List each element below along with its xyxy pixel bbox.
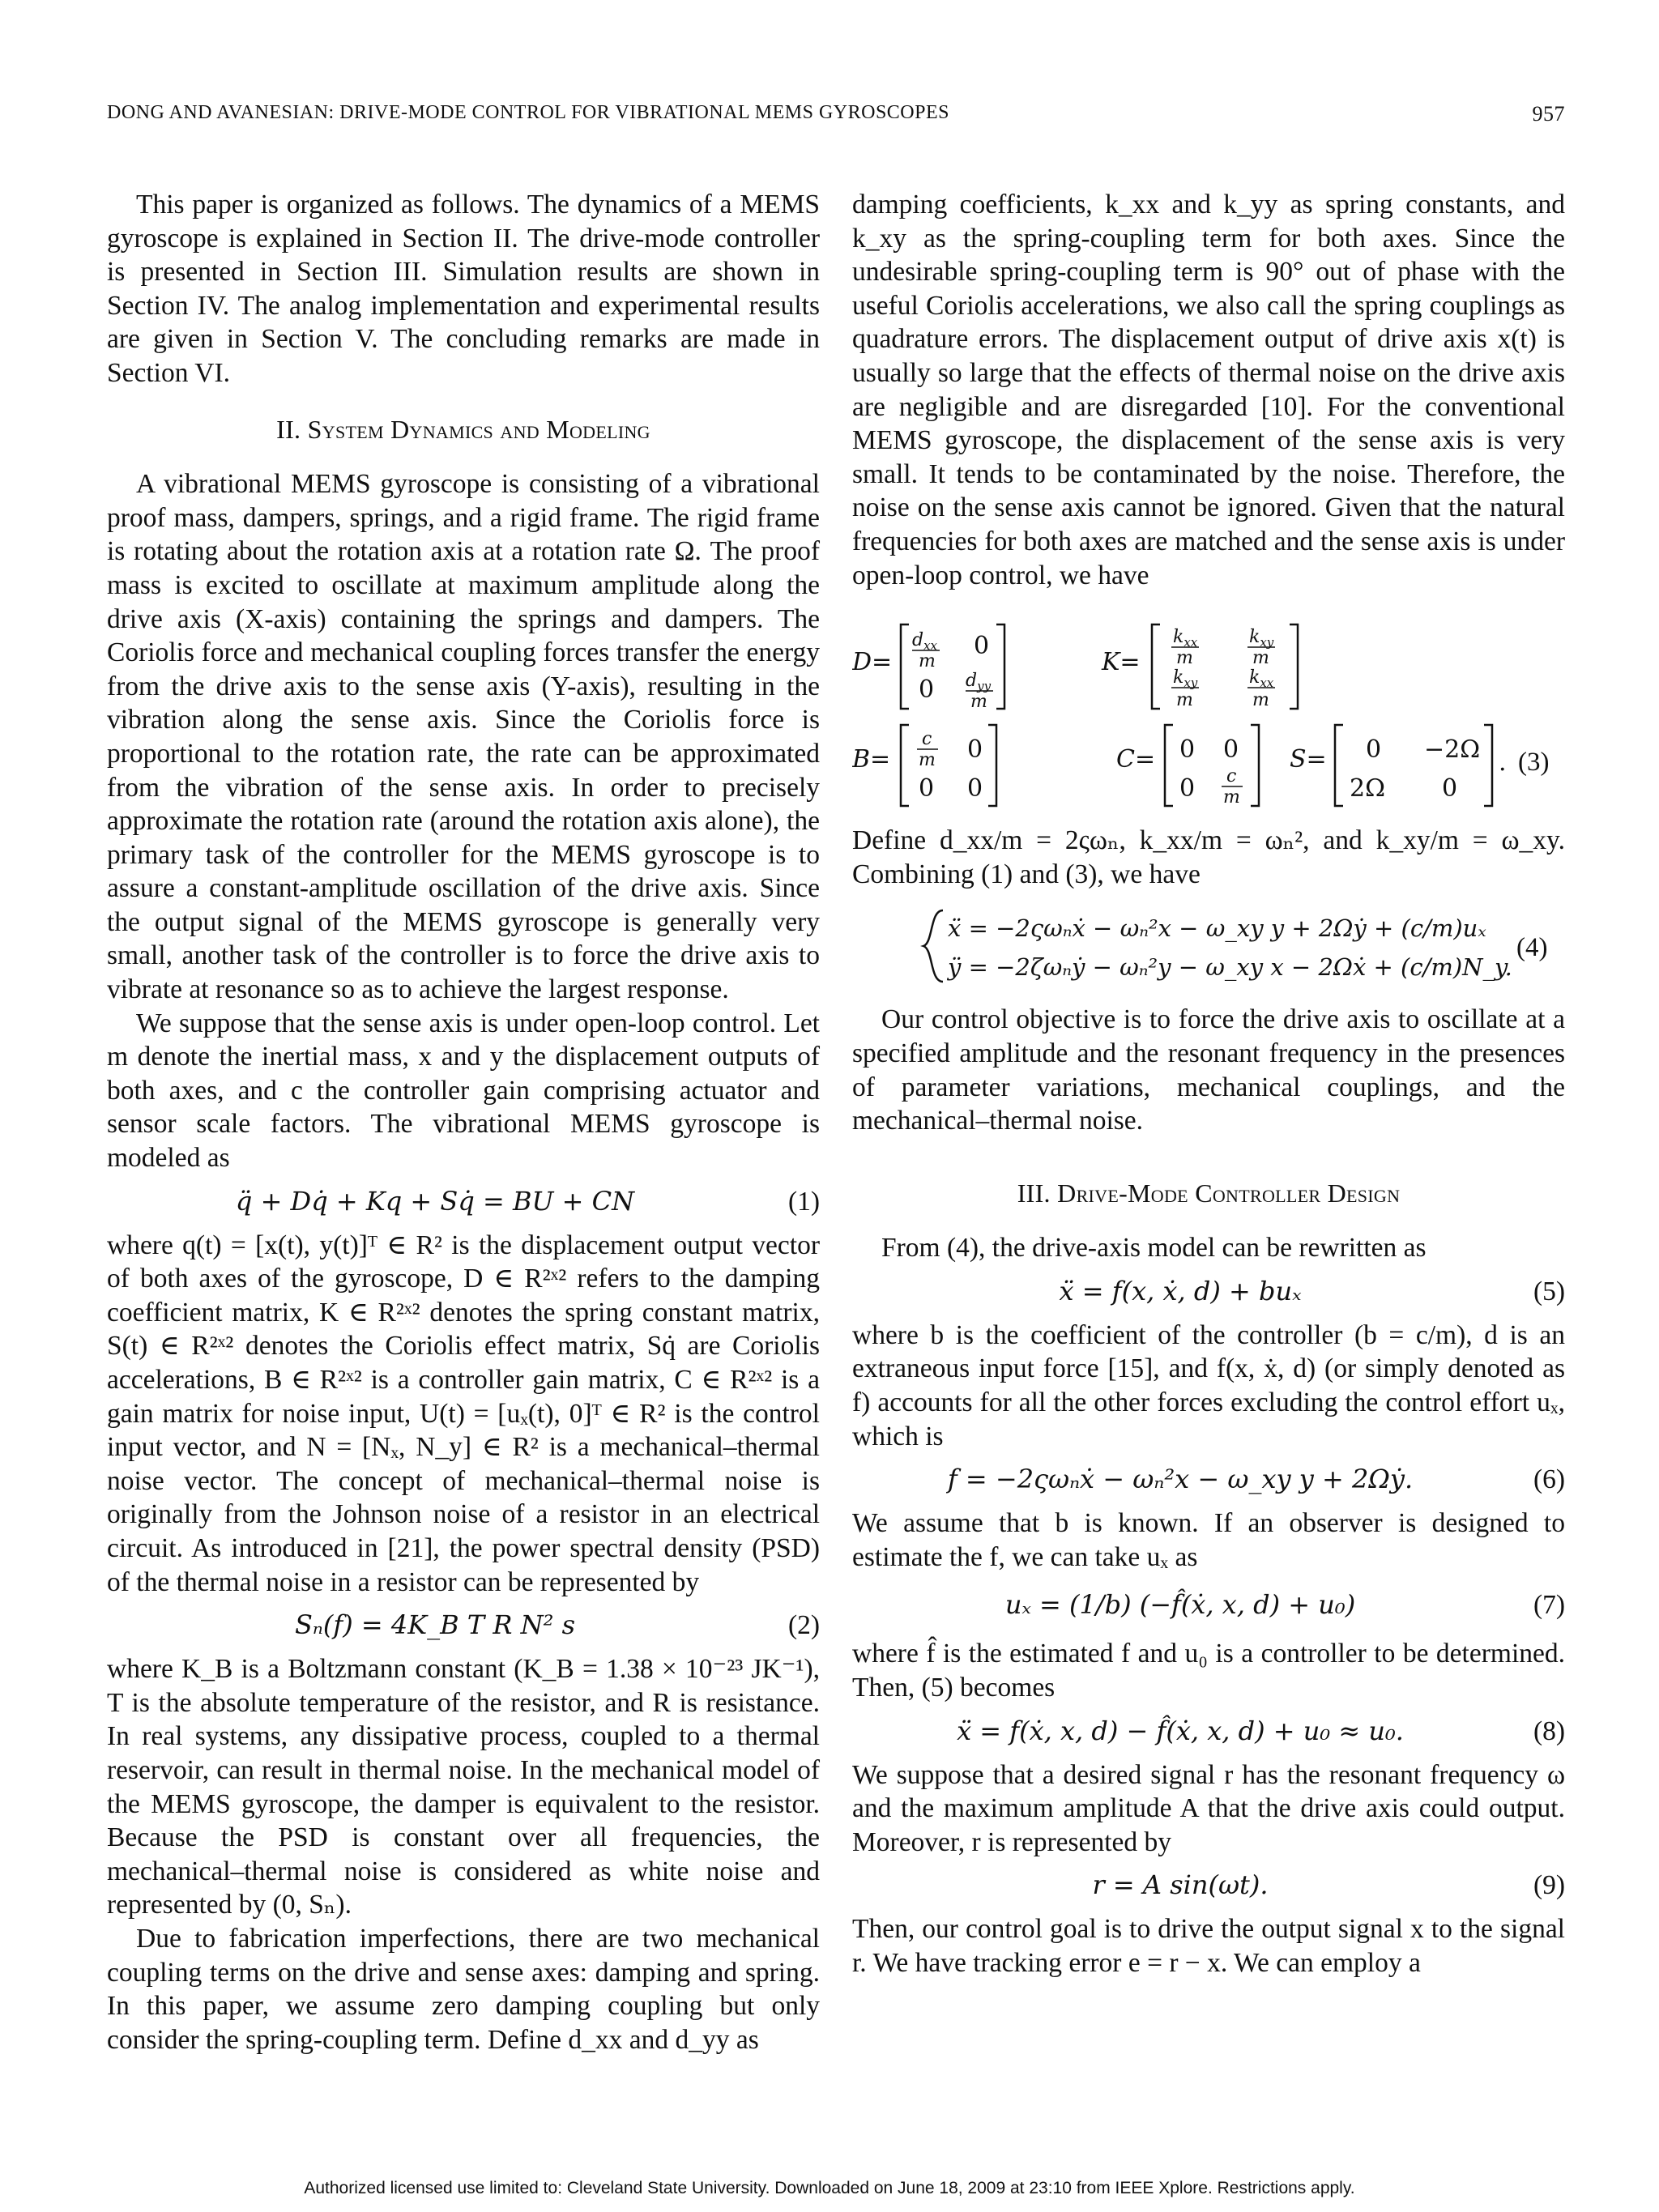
- left-column: [107, 188, 820, 2132]
- matrix-B-b22: 0: [967, 774, 983, 803]
- equation-4-line-2: ÿ = −2ζωₙẏ − ωₙ²y − ω_xy x − 2Ωẋ + (c/m)N_y.: [948, 953, 1512, 982]
- footer-license: Authorized licensed use limited to: Cleveland State University. Downloaded on June 18, 2009 at 23:10 from IEEE Xplore. Restrictions apply.: [304, 2179, 1355, 2197]
- paragraph-open-loop: We suppose that the sense axis is under open-loop control. Let m denote the inertial mass, x and y the displacement outputs of both axes, and c the controller gain comprising actuator and sensor scale factors. The vibrational MEMS gyroscope is modeled as: [107, 1008, 820, 1174]
- matrix-D-d11-den: m: [919, 651, 936, 672]
- paragraph-damping: damping coefficients, k_xx and k_yy as spring constants, and k_xy as the spring-coupling term for both axes. Since the undesirable spring-coupling term is 90° out of phase with the useful Coriolis accelerations, we also call the spring couplings as quadrature errors. The displacement output of drive axis x(t) is usually so large that the effects of thermal noise on the drive axis are negligible and are disregarded [10]. For the conventional MEMS gyroscope, the displacement of the sense axis is very small. It tends to be contaminated by the noise. Therefore, the noise on the sense axis cannot be ignored. Given that the natural frequencies for both axes are matched and the sense axis is under open-loop control, we have: [852, 190, 1565, 590]
- matrix-D-d12: 0: [974, 632, 990, 661]
- matrix-B-b12: 0: [967, 735, 983, 765]
- equation-1-number: (1): [787, 1186, 820, 1217]
- equation-7: [852, 1577, 1565, 1634]
- matrix-C-c22-den: m: [1223, 787, 1240, 808]
- paragraph-objective: Our control objective is to force the drive axis to oscillate at a specified amplitude and the resonant frequency in the presences of parameter variations, mechanical couplings, and the mechanical–thermal noise.: [852, 1004, 1565, 1136]
- matrix-B-label: B=: [852, 745, 891, 774]
- equation-3-number: (3): [1518, 748, 1550, 778]
- matrix-C-c22-num: c: [1226, 766, 1237, 787]
- matrix-S-s21: 2Ω: [1350, 774, 1385, 803]
- matrix-C-c21: 0: [1179, 774, 1196, 803]
- matrix-D-d22-num: $d_{yy}$: [966, 671, 992, 694]
- equation-8-number: (8): [1533, 1715, 1565, 1746]
- matrix-D-d22-den: m: [970, 692, 987, 713]
- matrix-K-k22-den: m: [1252, 690, 1269, 711]
- section-heading-3-text: III. Drive-Mode Controller Design: [1017, 1178, 1401, 1208]
- paragraph-desired: We suppose that a desired signal r has the resonant frequency ω and the maximum amplitude A that the drive axis could output. Moreover, r is represented by: [852, 1759, 1565, 1857]
- matrix-C-c12: 0: [1223, 735, 1239, 765]
- paragraph-assume: We assume that b is known. If an observer is designed to estimate the f, we can take uₓ as: [852, 1508, 1565, 1572]
- matrix-D-label: D=: [852, 648, 893, 677]
- section-heading-3: [852, 1177, 1565, 1211]
- equation-4-line-1: ẍ = −2ςωₙẋ − ωₙ²x − ω_xy y + 2Ωẏ + (c/m)uₓ: [948, 914, 1486, 943]
- paragraph-where-2: where K_B is a Boltzmann constant (K_B = 1.38 × 10⁻²³ JK⁻¹), T is the absolute temperature of the resistor, and R is resistance. In real systems, any dissipative process, coupled to a thermal reservoir, can result in thermal noise. In the mechanical model of the MEMS gyroscope, the damper is equivalent to the resistor. Because the PSD is constant over all frequencies, the mechanical–thermal noise is considered as white noise and represented by (0, Sₙ).: [107, 1654, 820, 1920]
- matrix-S-s12: −2Ω: [1424, 735, 1481, 765]
- right-column: [852, 188, 1565, 2132]
- equation-4-brace: [923, 910, 943, 982]
- equation-9-body: r = A sin(ωt).: [1092, 1869, 1269, 1901]
- equation-5-body: ẍ = f(x, ẋ, d) + buₓ: [1059, 1275, 1302, 1306]
- equation-2-body: Sₙ(f) = 4K_B T R N² s: [294, 1609, 575, 1641]
- equation-4-number: (4): [1516, 933, 1548, 963]
- matrix-K-label: K=: [1102, 648, 1141, 677]
- equation-6-number: (6): [1533, 1464, 1565, 1495]
- equation-3-matrices: [852, 608, 1565, 811]
- equation-6: [852, 1456, 1565, 1503]
- paragraph-where-1: where q(t) = [x(t), y(t)]ᵀ ∈ R² is the displacement output vector of both axes of the gyroscope, D ∈ R²ˣ² refers to the damping coefficient matrix, K ∈ R²ˣ² denotes the spring constant matrix, S(t) ∈ R²ˣ² denotes the Coriolis effect matrix, Sq̇ are Coriolis accelerations, B ∈ R²ˣ² is a controller gain matrix, C ∈ R²ˣ² is a gain matrix for noise input, U(t) = [uₓ(t), 0]ᵀ ∈ R² is the control input vector, and N = [Nₓ, N_y] ∈ R² is a mechanical–thermal noise vector. The concept of mechanical–thermal noise is originally from the Johnson noise of a resistor in an electrical circuit. As introduced in [21], the power spectral density (PSD) of the thermal noise in a resistor can be represented by: [107, 1230, 820, 1597]
- matrix-K-k21-den: m: [1176, 690, 1193, 711]
- equation-4-system: [852, 906, 1565, 987]
- equation-6-body: f = −2ςωₙẋ − ωₙ²x − ω_xy y + 2Ωẏ.: [947, 1464, 1414, 1495]
- paragraph-goal: Then, our control goal is to drive the output signal x to the signal r. We have tracking error e = r − x. We can employ a: [852, 1914, 1565, 1978]
- equation-2: [107, 1602, 820, 1649]
- equation-8-body: ẍ = f(ẋ, x, d) − f̂(ẋ, x, d) + u₀ ≈ u₀.: [957, 1715, 1404, 1746]
- equation-5: [852, 1268, 1565, 1315]
- matrix-K-k12-den: m: [1252, 648, 1269, 669]
- matrix-D-d11-num: $d_{xx}$: [912, 630, 938, 654]
- page-number: 957: [1532, 102, 1565, 126]
- matrix-S-s22: 0: [1442, 774, 1458, 803]
- equation-4: [852, 906, 1565, 987]
- equation-2-number: (2): [787, 1610, 820, 1641]
- section-heading-2-text: II. System Dynamics and Modeling: [276, 414, 650, 444]
- matrix-C-c11: 0: [1179, 735, 1196, 765]
- matrix-D-bracket-left: [901, 624, 909, 709]
- matrix-definitions: [852, 608, 1565, 811]
- equation-5-number: (5): [1533, 1276, 1565, 1306]
- matrix-C-label: C=: [1116, 745, 1156, 774]
- matrix-K-k11-num: $k_{xx}$: [1173, 627, 1198, 650]
- matrix-K-k22-num: $k_{xx}$: [1249, 667, 1274, 691]
- matrix-S-s11: 0: [1366, 735, 1382, 765]
- paragraph-intro: This paper is organized as follows. The dynamics of a MEMS gyroscope is explained in Section II. The drive-mode controller is presented in Section III. Simulation results are shown in Section IV. The analog implementation and experimental results are given in Section V. The concluding remarks are made in Section VI.: [107, 190, 820, 388]
- paragraph-from-4: From (4), the drive-axis model can be rewritten as: [881, 1233, 1427, 1264]
- section-heading-2: [107, 413, 820, 447]
- equation-9: [852, 1862, 1565, 1909]
- running-head: [107, 102, 1565, 130]
- matrix-S-label: S=: [1290, 745, 1327, 774]
- paragraph-where-b: where b is the coefficient of the controller (b = c/m), d is an extraneous input force [15], and f(x, ẋ, d) (or simply denoted as f) accounts for all the other forces excluding the control effort uₓ, which is: [852, 1319, 1565, 1451]
- equation-7-body: uₓ = (1/b) (−f̂(ẋ, x, d) + u₀): [1004, 1589, 1356, 1621]
- paragraph-define: Define d_xx/m = 2ςωₙ, k_xx/m = ωₙ², and k_xy/m = ω_xy. Combining (1) and (3), we have: [852, 825, 1565, 889]
- matrix-S-period: .: [1499, 748, 1507, 778]
- equation-1: [107, 1178, 820, 1225]
- paragraph-dynamics: A vibrational MEMS gyroscope is consisting of a vibrational proof mass, dampers, springs, and a rigid frame. The rigid frame is rotating about the rotation axis at a rotation rate Ω. The proof mass is excited to oscillate at maximum amplitude along the drive axis (X-axis) containing the springs and dampers. The Coriolis force and mechanical coupling forces transfer the energy from the drive axis to the sense axis (Y-axis), resulting in the vibration along the sense axis. Since the Coriolis force is proportional to the rotation rate, the rate can be approximated from the vibration of the sense axis. In order to precisely approximate the rotation rate (around the rotation axis alone), the primary task of the controller for the MEMS gyroscope is to assure a constant-amplitude oscillation of the drive axis. Since the output signal of the MEMS gyroscope is generally very small, another task of the controller is to force the drive axis to vibrate at resonance so as to achieve the largest response.: [107, 469, 820, 1005]
- equation-9-number: (9): [1533, 1870, 1565, 1901]
- matrix-D-bracket-right: [996, 624, 1004, 709]
- matrix-B-b11-num: c: [922, 729, 932, 750]
- matrix-B-b21: 0: [919, 774, 935, 803]
- equation-8: [852, 1708, 1565, 1755]
- equation-1-body: q̈ + Dq̇ + Kq + Sq̇ = BU + CN: [235, 1185, 635, 1217]
- running-head-title: DONG AND AVANESIAN: DRIVE-MODE CONTROL FOR VIBRATIONAL MEMS GYROSCOPES: [107, 102, 949, 123]
- matrix-D-d21: 0: [919, 676, 935, 705]
- matrix-K-k11-den: m: [1176, 648, 1193, 669]
- equation-7-number: (7): [1533, 1590, 1565, 1621]
- matrix-K-k21-num: $k_{xy}$: [1173, 667, 1198, 691]
- matrix-K-k12-num: $k_{xy}$: [1249, 627, 1274, 650]
- matrix-B-b11-den: m: [919, 750, 936, 771]
- paragraph-fabrication: Due to fabrication imperfections, there are two mechanical coupling terms on the drive and sense axes: damping and spring. In this paper, we assume zero damping coupling but only consider the spring-coupling term. Define d_xx and d_yy as: [107, 1923, 820, 2055]
- paragraph-where-fhat: where f̂ is the estimated f and u₀ is a controller to be determined. Then, (5) becomes: [852, 1639, 1565, 1703]
